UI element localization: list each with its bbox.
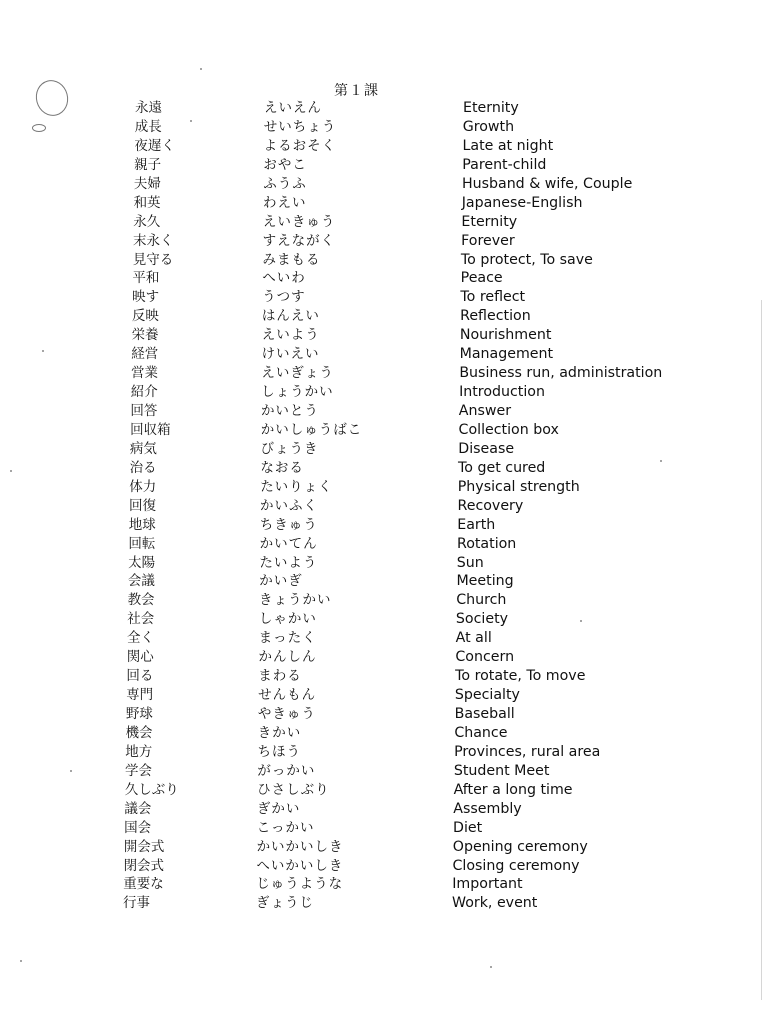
vocab-reading: ちきゅう [259, 516, 318, 533]
vocab-kanji: 紹介 [130, 384, 158, 401]
vocab-english: Concern [455, 649, 515, 666]
vocab-row [0, 326, 768, 345]
vocab-english: To get cured [458, 459, 546, 476]
vocab-reading: えいきゅう [262, 213, 336, 230]
vocab-row [0, 269, 768, 288]
vocab-reading: わえい [263, 194, 307, 211]
vocab-kanji: 映す [132, 289, 160, 306]
vocab-row [0, 554, 768, 573]
vocab-row [0, 705, 768, 724]
vocab-kanji: 回る [126, 668, 154, 685]
vocab-english: Japanese-English [461, 194, 583, 211]
vocab-kanji: 夜遅く [134, 137, 175, 154]
vocab-english: Husband & wife, Couple [461, 175, 633, 192]
vocab-row [0, 402, 768, 421]
vocab-reading: おやこ [263, 156, 307, 173]
vocab-english: Recovery [457, 497, 524, 514]
vocab-kanji: 平和 [132, 270, 160, 287]
vocab-row [0, 307, 768, 326]
scan-speck [10, 470, 12, 472]
vocab-row [0, 440, 768, 459]
vocab-english: Work, event [452, 895, 538, 912]
vocab-english: Assembly [453, 800, 522, 817]
vocab-english: Chance [454, 724, 508, 741]
vocab-english: Eternity [463, 100, 519, 116]
vocab-english: Diet [453, 819, 483, 836]
vocab-kanji: 経営 [131, 346, 159, 363]
vocab-row [0, 194, 768, 213]
vocab-row [0, 629, 768, 648]
vocab-reading: ぎかい [256, 800, 301, 817]
scan-speck [42, 350, 44, 352]
vocab-reading: しょうかい [261, 384, 334, 401]
vocab-english: To reflect [460, 289, 526, 306]
vocab-english: Earth [457, 516, 496, 533]
vocab-row [0, 724, 768, 743]
vocab-kanji: 治る [129, 459, 157, 476]
vocab-row [0, 743, 768, 762]
vocab-row [0, 819, 768, 838]
vocab-kanji: 回復 [129, 497, 156, 514]
vocab-kanji: 永遠 [135, 100, 162, 116]
vocab-row [0, 572, 768, 591]
vocab-row [0, 648, 768, 667]
vocab-kanji: 回収箱 [130, 421, 171, 438]
vocab-english: Sun [456, 554, 484, 571]
vocab-kanji: 社会 [127, 611, 155, 628]
vocab-reading: せいちょう [263, 118, 337, 135]
vocab-kanji: 国会 [124, 819, 152, 836]
vocab-english: Student Meet [453, 762, 550, 779]
vocab-reading: こっかい [256, 819, 315, 836]
vocab-row [0, 232, 768, 251]
scan-speck [190, 120, 192, 122]
vocab-row [0, 781, 768, 800]
vocab-reading: えいよう [261, 327, 320, 344]
vocab-english: Specialty [454, 687, 520, 704]
vocab-row [0, 857, 768, 876]
vocab-kanji: 野球 [125, 706, 153, 722]
vocab-row [0, 516, 768, 535]
vocab-english: After a long time [453, 781, 573, 798]
vocab-kanji: 夫婦 [133, 175, 161, 192]
vocab-kanji: 成長 [134, 118, 162, 135]
vocab-reading: えいえん [264, 100, 322, 116]
vocab-english: At all [455, 630, 492, 647]
scan-speck [490, 966, 492, 968]
vocab-reading: えいぎょう [261, 365, 334, 382]
vocab-english: Parent-child [462, 156, 547, 173]
vocab-reading: みまもる [262, 251, 321, 268]
vocab-english: Late at night [462, 137, 554, 154]
vocab-kanji: 栄養 [131, 327, 159, 344]
vocab-reading: かいぎ [259, 573, 303, 590]
vocab-english: Answer [458, 403, 512, 419]
vocab-row [0, 213, 768, 232]
vocab-row [0, 137, 768, 156]
vocab-reading: かんしん [258, 649, 317, 666]
vocab-english: Important [452, 876, 523, 893]
vocab-reading: かいふく [260, 497, 318, 514]
vocab-reading: ちほう [257, 743, 302, 760]
vocab-english: Provinces, rural area [454, 743, 601, 760]
vocab-row [0, 459, 768, 478]
vocab-row [0, 762, 768, 781]
vocab-english: Reflection [460, 308, 531, 325]
vocab-reading: はんえい [261, 308, 320, 325]
pencil-scribble-mark [32, 124, 46, 132]
vocab-row [0, 535, 768, 554]
vocab-english: Management [459, 346, 554, 363]
vocab-english: Meeting [456, 573, 514, 590]
vocab-reading: たいよう [259, 554, 318, 571]
vocab-english: Disease [458, 440, 515, 457]
vocab-reading: ふうふ [263, 175, 307, 192]
vocab-kanji: 専門 [126, 687, 154, 704]
vocab-english: Introduction [459, 384, 545, 401]
vocab-reading: うつす [262, 289, 306, 306]
vocab-kanji: 議会 [124, 800, 152, 817]
lesson-title: 第１課 [334, 83, 379, 99]
vocab-row [0, 875, 768, 894]
vocab-english: Forever [461, 232, 515, 249]
vocab-english: Collection box [458, 421, 559, 438]
vocab-reading: せんもん [258, 687, 317, 704]
scan-speck [20, 960, 22, 962]
vocab-kanji: 関心 [126, 649, 154, 666]
vocab-english: Closing ceremony [452, 857, 580, 874]
vocab-reading: ぎょうじ [256, 895, 314, 912]
vocab-kanji: 地球 [128, 516, 156, 533]
vocab-english: Business run, administration [459, 365, 663, 382]
vocab-kanji: 末永く [133, 232, 174, 249]
vocab-row [0, 838, 768, 857]
vocab-english: Nourishment [459, 327, 552, 344]
vocab-reading: かいとう [260, 403, 319, 419]
vocab-kanji: 教会 [127, 592, 155, 609]
vocab-row [0, 175, 768, 194]
vocab-reading: かいてん [259, 535, 318, 552]
vocab-kanji: 体力 [129, 478, 157, 495]
vocab-reading: まったく [258, 630, 317, 647]
scan-speck [580, 620, 582, 622]
vocab-english: Opening ceremony [452, 838, 588, 855]
vocab-reading: なおる [260, 459, 304, 476]
vocab-reading: びょうき [260, 440, 319, 457]
vocab-reading: やきゅう [257, 706, 316, 722]
vocab-kanji: 会議 [127, 573, 155, 590]
vocab-reading: よるおそく [263, 137, 337, 154]
vocab-row [0, 591, 768, 610]
vocab-reading: たいりょく [260, 478, 333, 495]
vocab-english: Rotation [456, 535, 517, 552]
vocab-reading: けいえい [261, 346, 320, 363]
vocab-kanji: 重要な [123, 876, 164, 893]
vocab-kanji: 太陽 [128, 554, 156, 571]
vocab-kanji: 病気 [129, 440, 157, 457]
vocab-kanji: 全く [127, 630, 154, 647]
vocab-english: Baseball [454, 706, 515, 722]
vocab-row [0, 894, 768, 913]
vocab-reading: じゅうような [256, 876, 344, 893]
vocab-kanji: 営業 [131, 365, 158, 382]
vocab-row [0, 610, 768, 629]
vocab-kanji: 行事 [123, 895, 150, 912]
vocab-english: Physical strength [457, 478, 580, 495]
vocab-row [0, 497, 768, 516]
vocab-reading: かいかいしき [256, 838, 344, 855]
vocab-row [0, 667, 768, 686]
scan-speck [70, 770, 72, 772]
vocab-row [0, 156, 768, 175]
vocab-english: To rotate, To move [455, 668, 586, 685]
vocab-reading: かいしゅうばこ [260, 421, 363, 438]
vocab-english: Peace [460, 270, 503, 287]
vocab-reading: しゃかい [258, 611, 317, 628]
vocab-row [0, 345, 768, 364]
vocab-english: Society [455, 611, 509, 628]
vocab-row [0, 364, 768, 383]
vocab-english: Church [456, 592, 507, 609]
vocab-reading: へいかいしき [256, 857, 344, 874]
vocab-kanji: 開会式 [123, 838, 165, 855]
vocab-row [0, 800, 768, 819]
vocab-kanji: 反映 [131, 308, 159, 325]
vocab-row [0, 686, 768, 705]
vocab-row [0, 288, 768, 307]
vocab-list [0, 99, 768, 913]
vocab-kanji: 見守る [132, 251, 174, 268]
vocab-kanji: 久しぶり [124, 781, 179, 798]
vocab-reading: ひさしぶり [257, 781, 330, 798]
vocab-kanji: 親子 [134, 156, 162, 173]
vocab-reading: へいわ [262, 270, 306, 287]
vocab-kanji: 機会 [125, 724, 153, 741]
vocab-reading: きょうかい [259, 592, 332, 609]
vocab-kanji: 回転 [128, 535, 156, 552]
vocab-row [0, 118, 768, 137]
vocab-row [0, 251, 768, 270]
vocab-kanji: 永久 [133, 213, 161, 230]
vocab-reading: すえながく [262, 232, 336, 249]
vocab-reading: きかい [257, 724, 302, 741]
vocab-row [0, 383, 768, 402]
vocab-english: To protect, To save [460, 251, 593, 268]
vocab-row [0, 478, 768, 497]
vocab-row [0, 421, 768, 440]
vocab-kanji: 閉会式 [123, 857, 165, 874]
vocab-row [0, 99, 768, 118]
vocab-reading: まわる [258, 668, 302, 685]
vocab-kanji: 地方 [125, 743, 153, 760]
vocab-kanji: 学会 [125, 762, 152, 779]
scan-speck [200, 68, 202, 70]
vocab-english: Eternity [461, 213, 518, 230]
vocab-reading: がっかい [257, 762, 316, 779]
vocab-kanji: 和英 [133, 194, 161, 211]
scan-speck [660, 460, 662, 462]
vocab-english: Growth [462, 118, 515, 135]
scan-edge-line [761, 300, 762, 1000]
vocab-kanji: 回答 [130, 403, 158, 419]
